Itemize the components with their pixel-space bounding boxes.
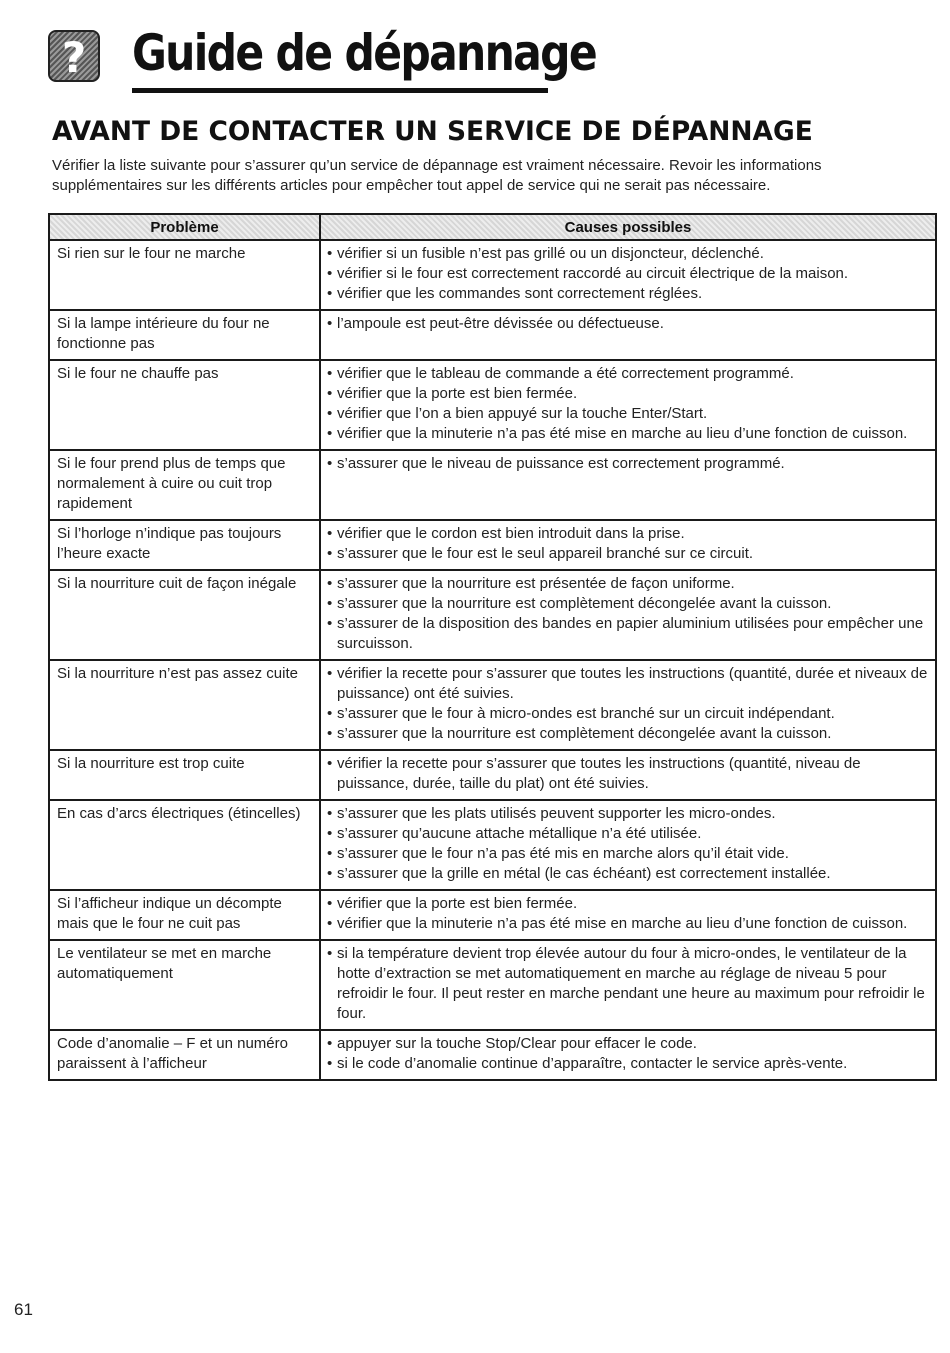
problem-cell: Si la nourriture cuit de façon inégale: [49, 570, 320, 660]
causes-cell: [320, 450, 936, 520]
causes-list: [327, 454, 929, 474]
cause-item: • s’assurer que la grille en métal (le cas échéant) est correctement installée.: [327, 864, 929, 884]
problem-cell: Si l’afficheur indique un décompte mais que le four ne cuit pas: [49, 890, 320, 940]
cause-item: • s’assurer que les plats utilisés peuvent supporter les micro-ondes.: [327, 804, 929, 824]
cause-item: • si la température devient trop élevée autour du four à micro-ondes, le ventilateur de la hotte d’extraction se met automatiquement en marche au réglage de niveau 5 pour refroidir le four. Il peut rester en marche pendant une heure au maximum pour refroidir le four.: [327, 944, 929, 1024]
causes-cell: [320, 520, 936, 570]
causes-cell: [320, 310, 936, 360]
cause-item: • vérifier que les commandes sont correctement réglées.: [327, 284, 929, 304]
problem-cell: Si la nourriture est trop cuite: [49, 750, 320, 800]
column-header-problem: Problème: [49, 214, 320, 240]
cause-item: • vérifier que l’on a bien appuyé sur la touche Enter/Start.: [327, 404, 929, 424]
cause-item: • vérifier la recette pour s’assurer que toutes les instructions (quantité, durée et niveaux de puissance) ont été suivies.: [327, 664, 929, 704]
problem-cell: En cas d’arcs électriques (étincelles): [49, 800, 320, 890]
question-mark-icon: ?: [48, 30, 100, 82]
causes-list: [327, 524, 929, 564]
cause-item: • s’assurer qu’aucune attache métallique n’a été utilisée.: [327, 824, 929, 844]
title-underline: [132, 88, 548, 93]
causes-cell: [320, 360, 936, 450]
cause-item: • vérifier que la minuterie n’a pas été mise en marche au lieu d’une fonction de cuisson.: [327, 424, 929, 444]
cause-item: • s’assurer que le niveau de puissance est correctement programmé.: [327, 454, 929, 474]
table-row: [49, 750, 936, 800]
causes-list: [327, 574, 929, 654]
column-header-causes: Causes possibles: [320, 214, 936, 240]
page-number: 61: [14, 1300, 33, 1319]
cause-item: • vérifier si un fusible n’est pas grillé ou un disjoncteur, déclenché.: [327, 244, 929, 264]
table-row: [49, 890, 936, 940]
table-row: [49, 450, 936, 520]
cause-item: • vérifier que la porte est bien fermée.: [327, 894, 929, 914]
cause-item: • vérifier la recette pour s’assurer que toutes les instructions (quantité, niveau de puissance, durée, taille du plat) ont été suivies.: [327, 754, 929, 794]
problem-cell: Si la nourriture n’est pas assez cuite: [49, 660, 320, 750]
causes-cell: [320, 940, 936, 1030]
causes-list: [327, 244, 929, 304]
table-row: [49, 520, 936, 570]
problem-cell: Code d’anomalie – F et un numéro paraissent à l’afficheur: [49, 1030, 320, 1080]
table-row: [49, 940, 936, 1030]
section-heading: AVANT DE CONTACTER UN SERVICE DE DÉPANNAGE: [52, 116, 813, 147]
intro-paragraph: Vérifier la liste suivante pour s’assurer qu’un service de dépannage est vraiment nécessaire. Revoir les informations supplémentaires sur les différents articles pour empêcher tout appel de service qui ne serait pas nécessaire.: [52, 157, 822, 194]
problem-cell: Si le four ne chauffe pas: [49, 360, 320, 450]
cause-item: • s’assurer que la nourriture est complètement décongelée avant la cuisson.: [327, 724, 929, 744]
causes-cell: [320, 1030, 936, 1080]
problem-cell: Le ventilateur se met en marche automatiquement: [49, 940, 320, 1030]
causes-list: [327, 754, 929, 794]
page-header: [48, 22, 596, 96]
cause-item: • vérifier que le cordon est bien introduit dans la prise.: [327, 524, 929, 544]
problem-cell: Si le four prend plus de temps que normalement à cuire ou cuit trop rapidement: [49, 450, 320, 520]
table-body: [49, 240, 936, 1080]
cause-item: • s’assurer que le four est le seul appareil branché sur ce circuit.: [327, 544, 929, 564]
cause-item: • vérifier que le tableau de commande a été correctement programmé.: [327, 364, 929, 384]
problem-cell: Si la lampe intérieure du four ne fonctionne pas: [49, 310, 320, 360]
cause-item: • vérifier que la porte est bien fermée.: [327, 384, 929, 404]
cause-item: • si le code d’anomalie continue d’apparaître, contacter le service après-vente.: [327, 1054, 929, 1074]
table-row: [49, 800, 936, 890]
table-header-row: [49, 214, 936, 240]
table-row: [49, 570, 936, 660]
causes-cell: [320, 800, 936, 890]
causes-list: [327, 314, 929, 334]
cause-item: • s’assurer que la nourriture est présentée de façon uniforme.: [327, 574, 929, 594]
cause-item: • s’assurer de la disposition des bandes en papier aluminium utilisées pour empêcher une surcuisson.: [327, 614, 929, 654]
causes-cell: [320, 240, 936, 310]
cause-item: • s’assurer que la nourriture est complètement décongelée avant la cuisson.: [327, 594, 929, 614]
cause-item: • s’assurer que le four n’a pas été mis en marche alors qu’il était vide.: [327, 844, 929, 864]
causes-cell: [320, 570, 936, 660]
causes-list: [327, 1034, 929, 1074]
causes-cell: [320, 890, 936, 940]
page-title: Guide de dépannage: [132, 24, 596, 82]
problem-cell: Si rien sur le four ne marche: [49, 240, 320, 310]
cause-item: • appuyer sur la touche Stop/Clear pour effacer le code.: [327, 1034, 929, 1054]
causes-cell: [320, 660, 936, 750]
causes-list: [327, 804, 929, 884]
causes-list: [327, 364, 929, 444]
causes-list: [327, 944, 929, 1024]
cause-item: • l’ampoule est peut-être dévissée ou défectueuse.: [327, 314, 929, 334]
table-row: [49, 360, 936, 450]
causes-cell: [320, 750, 936, 800]
table-row: [49, 310, 936, 360]
cause-item: • vérifier que la minuterie n’a pas été mise en marche au lieu d’une fonction de cuisson.: [327, 914, 929, 934]
table-row: [49, 660, 936, 750]
causes-list: [327, 664, 929, 744]
cause-item: • vérifier si le four est correctement raccordé au circuit électrique de la maison.: [327, 264, 929, 284]
causes-list: [327, 894, 929, 934]
problem-cell: Si l’horloge n’indique pas toujours l’heure exacte: [49, 520, 320, 570]
cause-item: • s’assurer que le four à micro-ondes est branché sur un circuit indépendant.: [327, 704, 929, 724]
table-row: [49, 240, 936, 310]
troubleshooting-table: [48, 213, 937, 1081]
table-row: [49, 1030, 936, 1080]
